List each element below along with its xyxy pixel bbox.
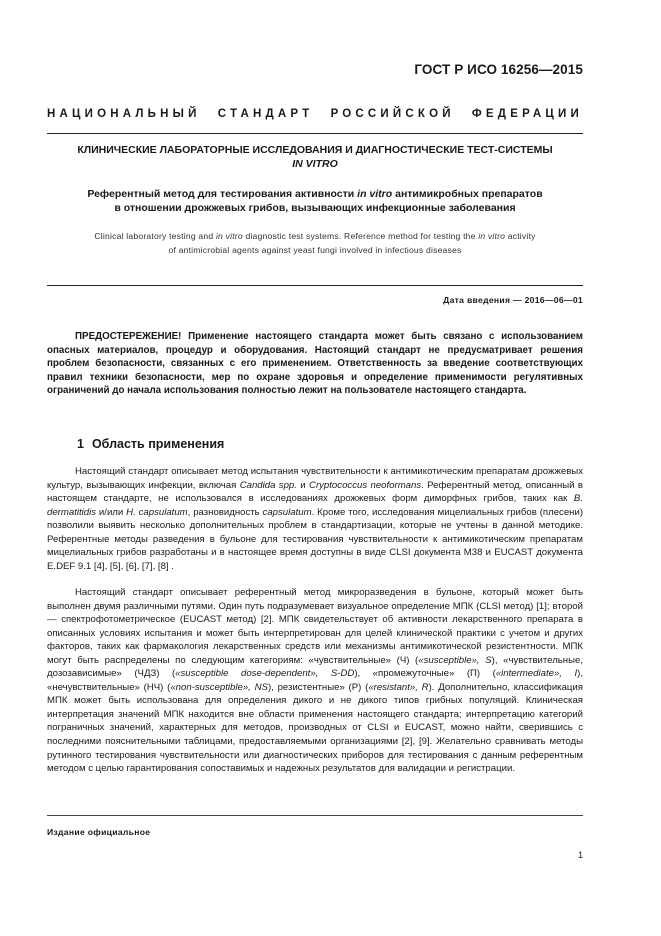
banner-word: СТАНДАРТ [217, 108, 314, 120]
subtitle-line: Референтный метод для тестирования активности in vitro антимикробных препаратов [87, 188, 543, 200]
scope-paragraph-1: Настоящий стандарт описывает метод испытания чувствительности к антимикотическим препаратам дрожжевых культур, вызывающих инфекции, включая Candida spp. и Cryptococcus neoformans. Референтный метод, описанный в настоящем стандарте, не использовался в исследованиях дрожжевых форм диморфных грибов, таких как B. dermatitidis и/или H. capsulatum, разновидность capsulatum. Кроме того, исследования мицелиальных грибов (плесени) позволили выявить несколько дополнительных проблем в стандартизации, которые не учтены в данной методике. Референтные методы разведения в бульоне для тестирования чувствительности к антимикотическим препаратам мицелиальных грибов разработаны и в настоящее время доступны в виде CLSI документа M38 и EUCAST документа E.DEF 9.1 [4], [5], [6], [7], [8] . [47, 466, 584, 572]
title-english [47, 229, 583, 257]
title-line: КЛИНИЧЕСКИЕ ЛАБОРАТОРНЫЕ ИССЛЕДОВАНИЯ И ДИАГНОСТИЧЕСКИЕ ТЕСТ-СИСТЕМЫ [77, 144, 553, 156]
banner-word: РОССИЙСКОЙ [330, 108, 455, 120]
national-standard-banner [47, 108, 583, 120]
title-russian [47, 143, 583, 171]
divider-top [47, 133, 583, 134]
title-line: IN VITRO [292, 158, 338, 170]
section-heading [77, 437, 224, 451]
warning-paragraph: ПРЕДОСТЕРЕЖЕНИЕ! Применение настоящего стандарта может быть связано с использованием опасных материалов, процедур и оборудования. Настоящий стандарт не предусматривает решения проблем безопасности, связанных с его применением. Ответственность за введение соответствующих правил техники безопасности, мер по охране здоровья и определение применимости регулятивных ограничений до начала использования полностью лежит на пользователе настоящего стандарта. [47, 331, 583, 397]
banner-word: НАЦИОНАЛЬНЫЙ [47, 108, 201, 120]
page-number: 1 [577, 850, 583, 860]
subtitle-line: в отношении дрожжевых грибов, вызывающих инфекционные заболевания [114, 202, 516, 214]
scope-paragraph-2: Настоящий стандарт описывает референтный метод микроразведения в бульоне, который может быть выполнен двумя различными путями. Один путь подразумевает визуальное определение МПК (CLSI метод) [1]; второй — спектрофотометрическое (EUCAST метод) [2]. МПК свидетельствует об активности лекарственного препарата в описанных условиях испытания и может быть интерпретирован для целей клинической практики с учетом и других факторов, таких как фармакология лекарственных средств или механизмы антимикотической резистентности. МПК могут быть распределены по следующим категориям: «чувствительные» (Ч) («susceptible», S), «чувствительные, дозозависимые» (ЧДЗ) («susceptible dose-dependent», S-DD), «промежуточные» (П) («intermediate», I), «нечувствительные» (НЧ) («non-susceptible», NS), резистентные» (Р) («resistant», R). Дополнительно, классификация МПК может быть использована для определения дикого и не дикого типов грибных популяций. Клиническая интерпретация значений МПК находится вне области применения настоящего стандарта; интерпретацию категорий пограничных значений, характерных для методов, производных от CLSI и EUCAST, можно найти, сверившись с последними пояснительными таблицами, предоставляемыми организациями [2], [9]. Желательно сравнивать методы рутинного тестирования чувствительности или диагностических приборов для тестирования с данным референтным методом с целью гарантирования сопоставимых и надежных результатов для валидации и регистрации. [47, 587, 583, 775]
section-number: 1 [77, 437, 84, 451]
introduction-date: Дата введения — 2016—06—01 [443, 295, 583, 305]
standard-code: ГОСТ Р ИСО 16256—2015 [414, 62, 583, 77]
official-edition-label: Издание официальное [47, 827, 151, 837]
title-en-line: of antimicrobial agents against yeast fungi involved in infectious diseases [168, 245, 462, 255]
banner-word: ФЕДЕРАЦИИ [471, 108, 583, 120]
section-title: Область применения [91, 437, 225, 451]
divider-footer [47, 815, 583, 816]
divider-middle [47, 285, 583, 286]
subtitle-russian [47, 187, 583, 215]
title-en-line: Clinical laboratory testing and in vitro diagnostic test systems. Reference method for testing the in vitro activity [94, 231, 536, 241]
